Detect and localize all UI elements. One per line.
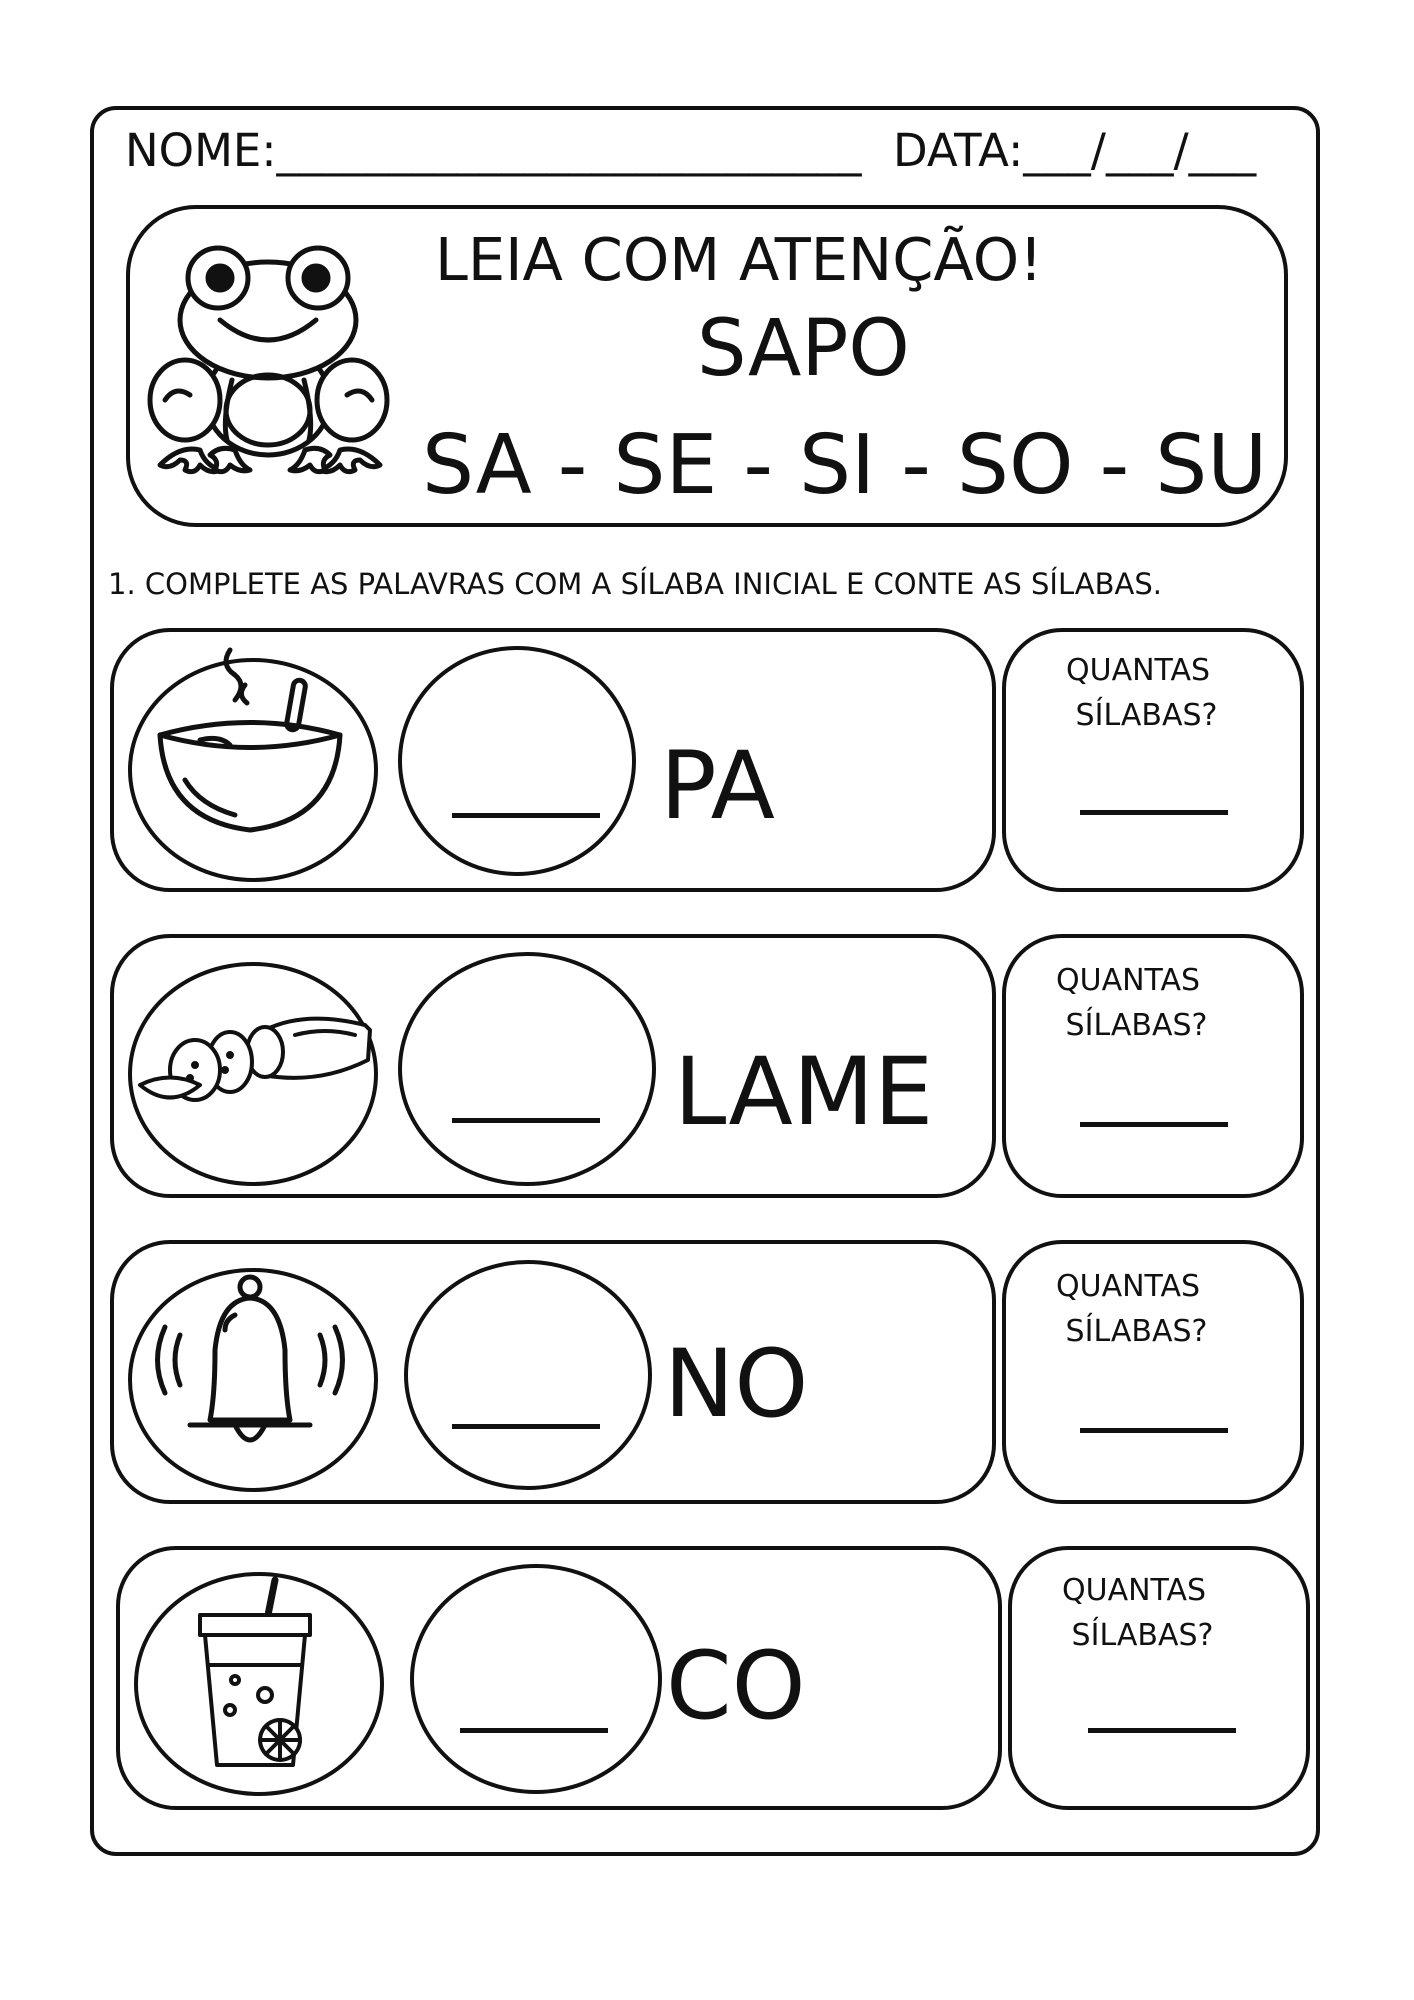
syllable-text-2: LAME (674, 1038, 934, 1147)
title-syllables: SA - SE - SI - SO - SU (422, 418, 1268, 513)
syllable-blank-3[interactable] (452, 1424, 600, 1429)
instruction-text: 1. COMPLETE AS PALAVRAS COM A SÍLABA INICIAL E CONTE AS SÍLABAS. (108, 567, 1162, 601)
date-field[interactable]: DATA:___/___/___ (893, 124, 1257, 177)
syllable-text-1: PA (660, 732, 775, 841)
name-field[interactable]: NOME:__________________________ (125, 124, 862, 177)
syllable-text-4: CO (666, 1632, 806, 1741)
answer-circle-2[interactable] (398, 952, 656, 1186)
title-read-carefully: LEIA COM ATENÇÃO! (435, 225, 1043, 294)
count-question-2: QUANTAS SÍLABAS? (1056, 963, 1208, 1043)
answer-circle-4[interactable] (410, 1564, 662, 1794)
syllable-blank-4[interactable] (460, 1728, 608, 1733)
salami-icon (135, 1010, 375, 1120)
syllable-blank-2[interactable] (452, 1118, 600, 1123)
juice-cup-icon (190, 1575, 320, 1775)
count-blank-3[interactable] (1080, 1428, 1228, 1433)
syllable-blank-1[interactable] (452, 813, 600, 818)
count-blank-4[interactable] (1088, 1728, 1236, 1733)
soup-bowl-icon (150, 640, 350, 840)
syllable-text-3: NO (664, 1330, 809, 1439)
bell-icon (140, 1265, 360, 1465)
count-question-1: QUANTAS SÍLABAS? (1066, 653, 1218, 733)
title-word: SAPO (697, 304, 910, 394)
count-question-4: QUANTAS SÍLABAS? (1062, 1573, 1214, 1653)
count-blank-1[interactable] (1080, 810, 1228, 815)
count-question-3: QUANTAS SÍLABAS? (1056, 1269, 1208, 1349)
answer-circle-1[interactable] (398, 646, 636, 876)
answer-circle-3[interactable] (404, 1260, 652, 1490)
frog-icon (140, 240, 400, 490)
count-blank-2[interactable] (1080, 1122, 1228, 1127)
